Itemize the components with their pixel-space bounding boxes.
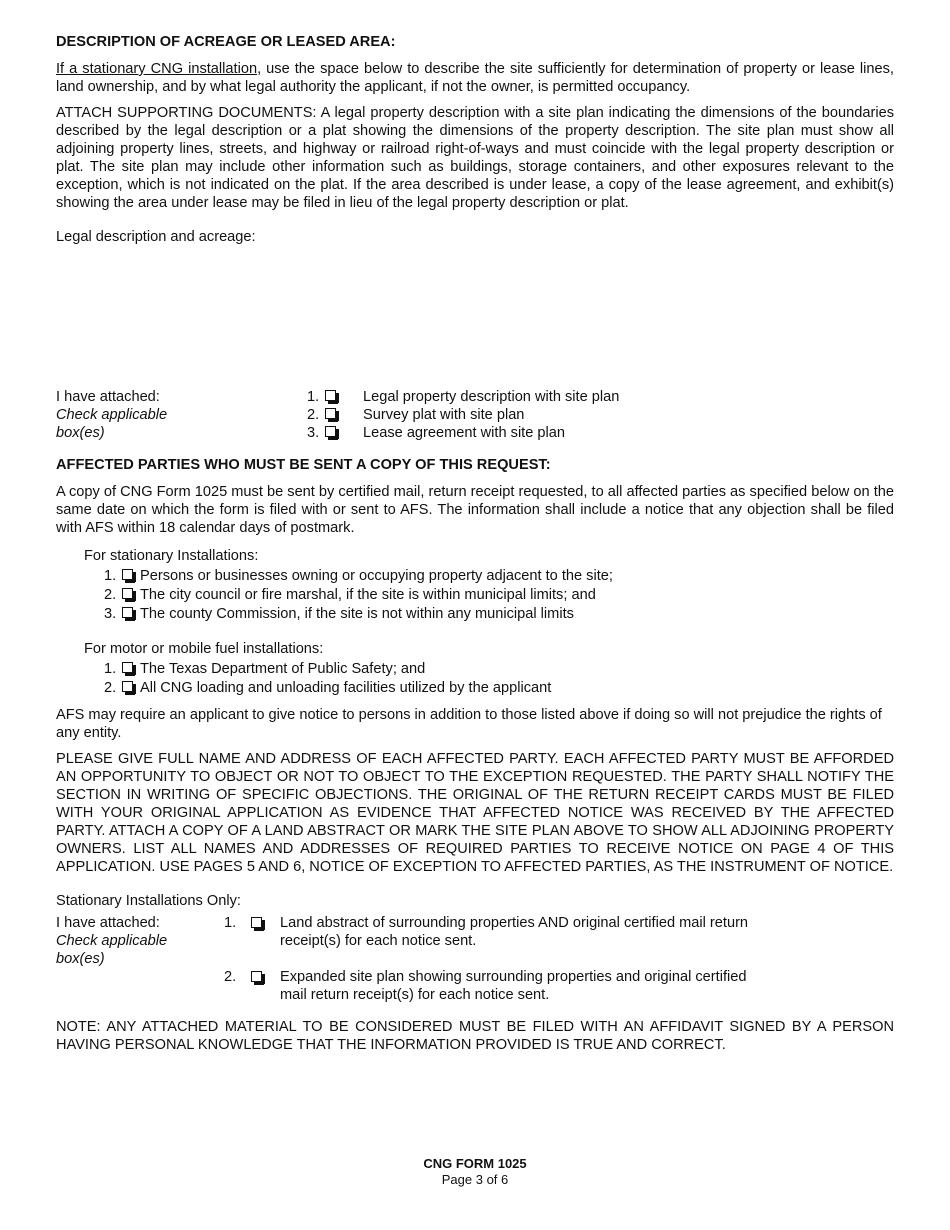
- caps-instructions: PLEASE GIVE FULL NAME AND ADDRESS OF EACH AFFECTED PARTY. EACH AFFECTED PARTY MUST BE AFFORDED AN OPPORTUNITY TO OBJECT OR NOT TO OBJECT TO THE EXCEPTION REQUESTED. THE PARTY SHALL NOTIFY THE SECTION IN WRITING OF SPECIFIC OBJECTIONS. THE ORIGINAL OF THE RETURN RECEIPT CARDS MUST BE FILED WITH YOUR ORIGINAL APPLICATION AS EVIDENCE THAT AFFECTED NOTICE WAS RECEIVED BY THE AFFECTED PARTY. ATTACH A COPY OF A LAND ABSTRACT OR MARK THE SITE PLAN ABOVE TO SHOW ALL ADJOINING PROPERTY OWNERS. LIST ALL NAMES AND ADDRESSES OF REQUIRED PARTIES TO RECEIVE NOTICE ON PAGE 4 OF THIS APPLICATION. USE PAGES 5 AND 6, NOTICE OF EXCEPTION TO AFFECTED PARTIES, AS THE INSTRUMENT OF NOTICE.: [56, 751, 894, 875]
- affected-parties-intro: A copy of CNG Form 1025 must be sent by certified mail, return receipt requested, to all affected parties as specified below on the same date on which the form is filed with or sent to AFS. The information shall include a notice that any objection shall be filed with AFS within 18 calendar days of postmark.: [56, 484, 894, 536]
- attachment-3-checkbox[interactable]: [325, 426, 336, 437]
- acreage-heading: DESCRIPTION OF ACREAGE OR LEASED AREA:: [56, 34, 396, 50]
- list-item: [104, 660, 894, 679]
- option-number: 1.: [307, 389, 320, 405]
- stationary-heading: For stationary Installations:: [84, 548, 259, 564]
- attachments-label: [56, 388, 256, 442]
- attach-documents-paragraph: ATTACH SUPPORTING DOCUMENTS: A legal property description with a site plan indicating the dimensions of the boundaries described by the legal description or a plat showing the dimensions of the property description. The site plan must show all adjoining property lines, streets, and highway or railroad right-of-ways and must coincide with the legal property description or plat. The site plan may include other information such as buildings, storage containers, and other exposures relevant to the exception, which is not indicated on the plat. If the area described is under lease, a copy of the lease agreement, and exhibit(s) showing the area under lease may be filed in lieu of the legal property description or plat.: [56, 105, 894, 211]
- stationary-attachment-1-checkbox[interactable]: [251, 917, 262, 928]
- affidavit-note: NOTE: ANY ATTACHED MATERIAL TO BE CONSIDERED MUST BE FILED WITH AN AFFIDAVIT SIGNED BY A PERSON HAVING PERSONAL KNOWLEDGE THAT THE INFORMATION PROVIDED IS TRUE AND CORRECT.: [56, 1019, 894, 1053]
- item-label: All CNG loading and unloading facilities utilized by the applicant: [140, 680, 552, 696]
- option-label: Survey plat with site plan: [363, 407, 525, 423]
- attachments-block: [56, 388, 894, 442]
- page-number: Page 3 of 6: [441, 1172, 509, 1187]
- item-number: 1.: [104, 568, 117, 584]
- affected-parties-heading: AFFECTED PARTIES WHO MUST BE SENT A COPY OF THIS REQUEST:: [56, 457, 551, 473]
- item-label: The Texas Department of Public Safety; and: [140, 661, 426, 677]
- item-number: 2.: [104, 587, 117, 603]
- stationary-3-checkbox[interactable]: [122, 607, 133, 618]
- check-applicable-label: Check applicable: [56, 407, 168, 423]
- stationary-only-label: Stationary Installations Only:: [56, 893, 241, 909]
- intro-rest: , use the space below to describe the site sufficiently for determination of property or lease lines, land ownership, and by what legal authority the applicant, if not the owner, is permitted occupancy.: [56, 61, 894, 95]
- item-number: 3.: [104, 606, 117, 622]
- mobile-heading: For motor or mobile fuel installations:: [84, 641, 324, 657]
- item-number: 1.: [104, 661, 117, 677]
- option-number: 2.: [307, 407, 320, 423]
- check-applicable-label: Check applicable: [56, 933, 168, 949]
- stationary-list: [104, 567, 894, 624]
- option-label: Lease agreement with site plan: [363, 425, 566, 441]
- list-item: [104, 679, 894, 698]
- list-item: [104, 567, 894, 586]
- attachment-option-1: [307, 388, 620, 406]
- attachment-2-checkbox[interactable]: [325, 408, 336, 419]
- item-label: Persons or businesses owning or occupying property adjacent to the site;: [140, 568, 613, 584]
- mobile-2-checkbox[interactable]: [122, 681, 133, 692]
- acreage-intro: [56, 60, 894, 96]
- stationary-attachment-2-checkbox[interactable]: [251, 971, 262, 982]
- item-number: 2.: [104, 680, 117, 696]
- option-number: 3.: [307, 425, 320, 441]
- attachments-label: [56, 914, 216, 968]
- mobile-1-checkbox[interactable]: [122, 662, 133, 673]
- intro-underlined: If a stationary CNG installation: [56, 61, 258, 77]
- legal-description-area[interactable]: [56, 246, 894, 388]
- item-label: The county Commission, if the site is not within any municipal limits: [140, 606, 574, 622]
- attachment-1-checkbox[interactable]: [325, 390, 336, 401]
- form-page: [56, 33, 894, 1062]
- form-name: CNG FORM 1025: [423, 1156, 527, 1171]
- option-label: Land abstract of surrounding properties AND original certified mail return receipt(s) for each notice sent.: [280, 915, 749, 949]
- attached-label: I have attached:: [56, 915, 160, 931]
- list-item: [104, 605, 894, 624]
- attachment-option-2: [307, 406, 525, 424]
- boxes-label: box(es): [56, 425, 105, 441]
- stationary-attachments-block: [56, 914, 894, 1008]
- attachment-option-3: [307, 424, 566, 442]
- afs-note: AFS may require an applicant to give notice to persons in addition to those listed above if doing so will not prejudice the rights of any entity.: [56, 707, 882, 741]
- list-item: [104, 586, 894, 605]
- option-number: 1.: [224, 915, 237, 931]
- attached-label: I have attached:: [56, 389, 160, 405]
- option-label: Expanded site plan showing surrounding properties and original certified mail return receipt(s) for each notice sent.: [280, 969, 747, 1003]
- stationary-1-checkbox[interactable]: [122, 569, 133, 580]
- option-label: Legal property description with site plan: [363, 389, 620, 405]
- boxes-label: box(es): [56, 951, 105, 967]
- stationary-2-checkbox[interactable]: [122, 588, 133, 599]
- page-footer: [0, 1156, 950, 1188]
- item-label: The city council or fire marshal, if the site is within municipal limits; and: [140, 587, 596, 603]
- mobile-list: [104, 660, 894, 698]
- option-number: 2.: [224, 969, 237, 985]
- legal-description-label: Legal description and acreage:: [56, 229, 256, 245]
